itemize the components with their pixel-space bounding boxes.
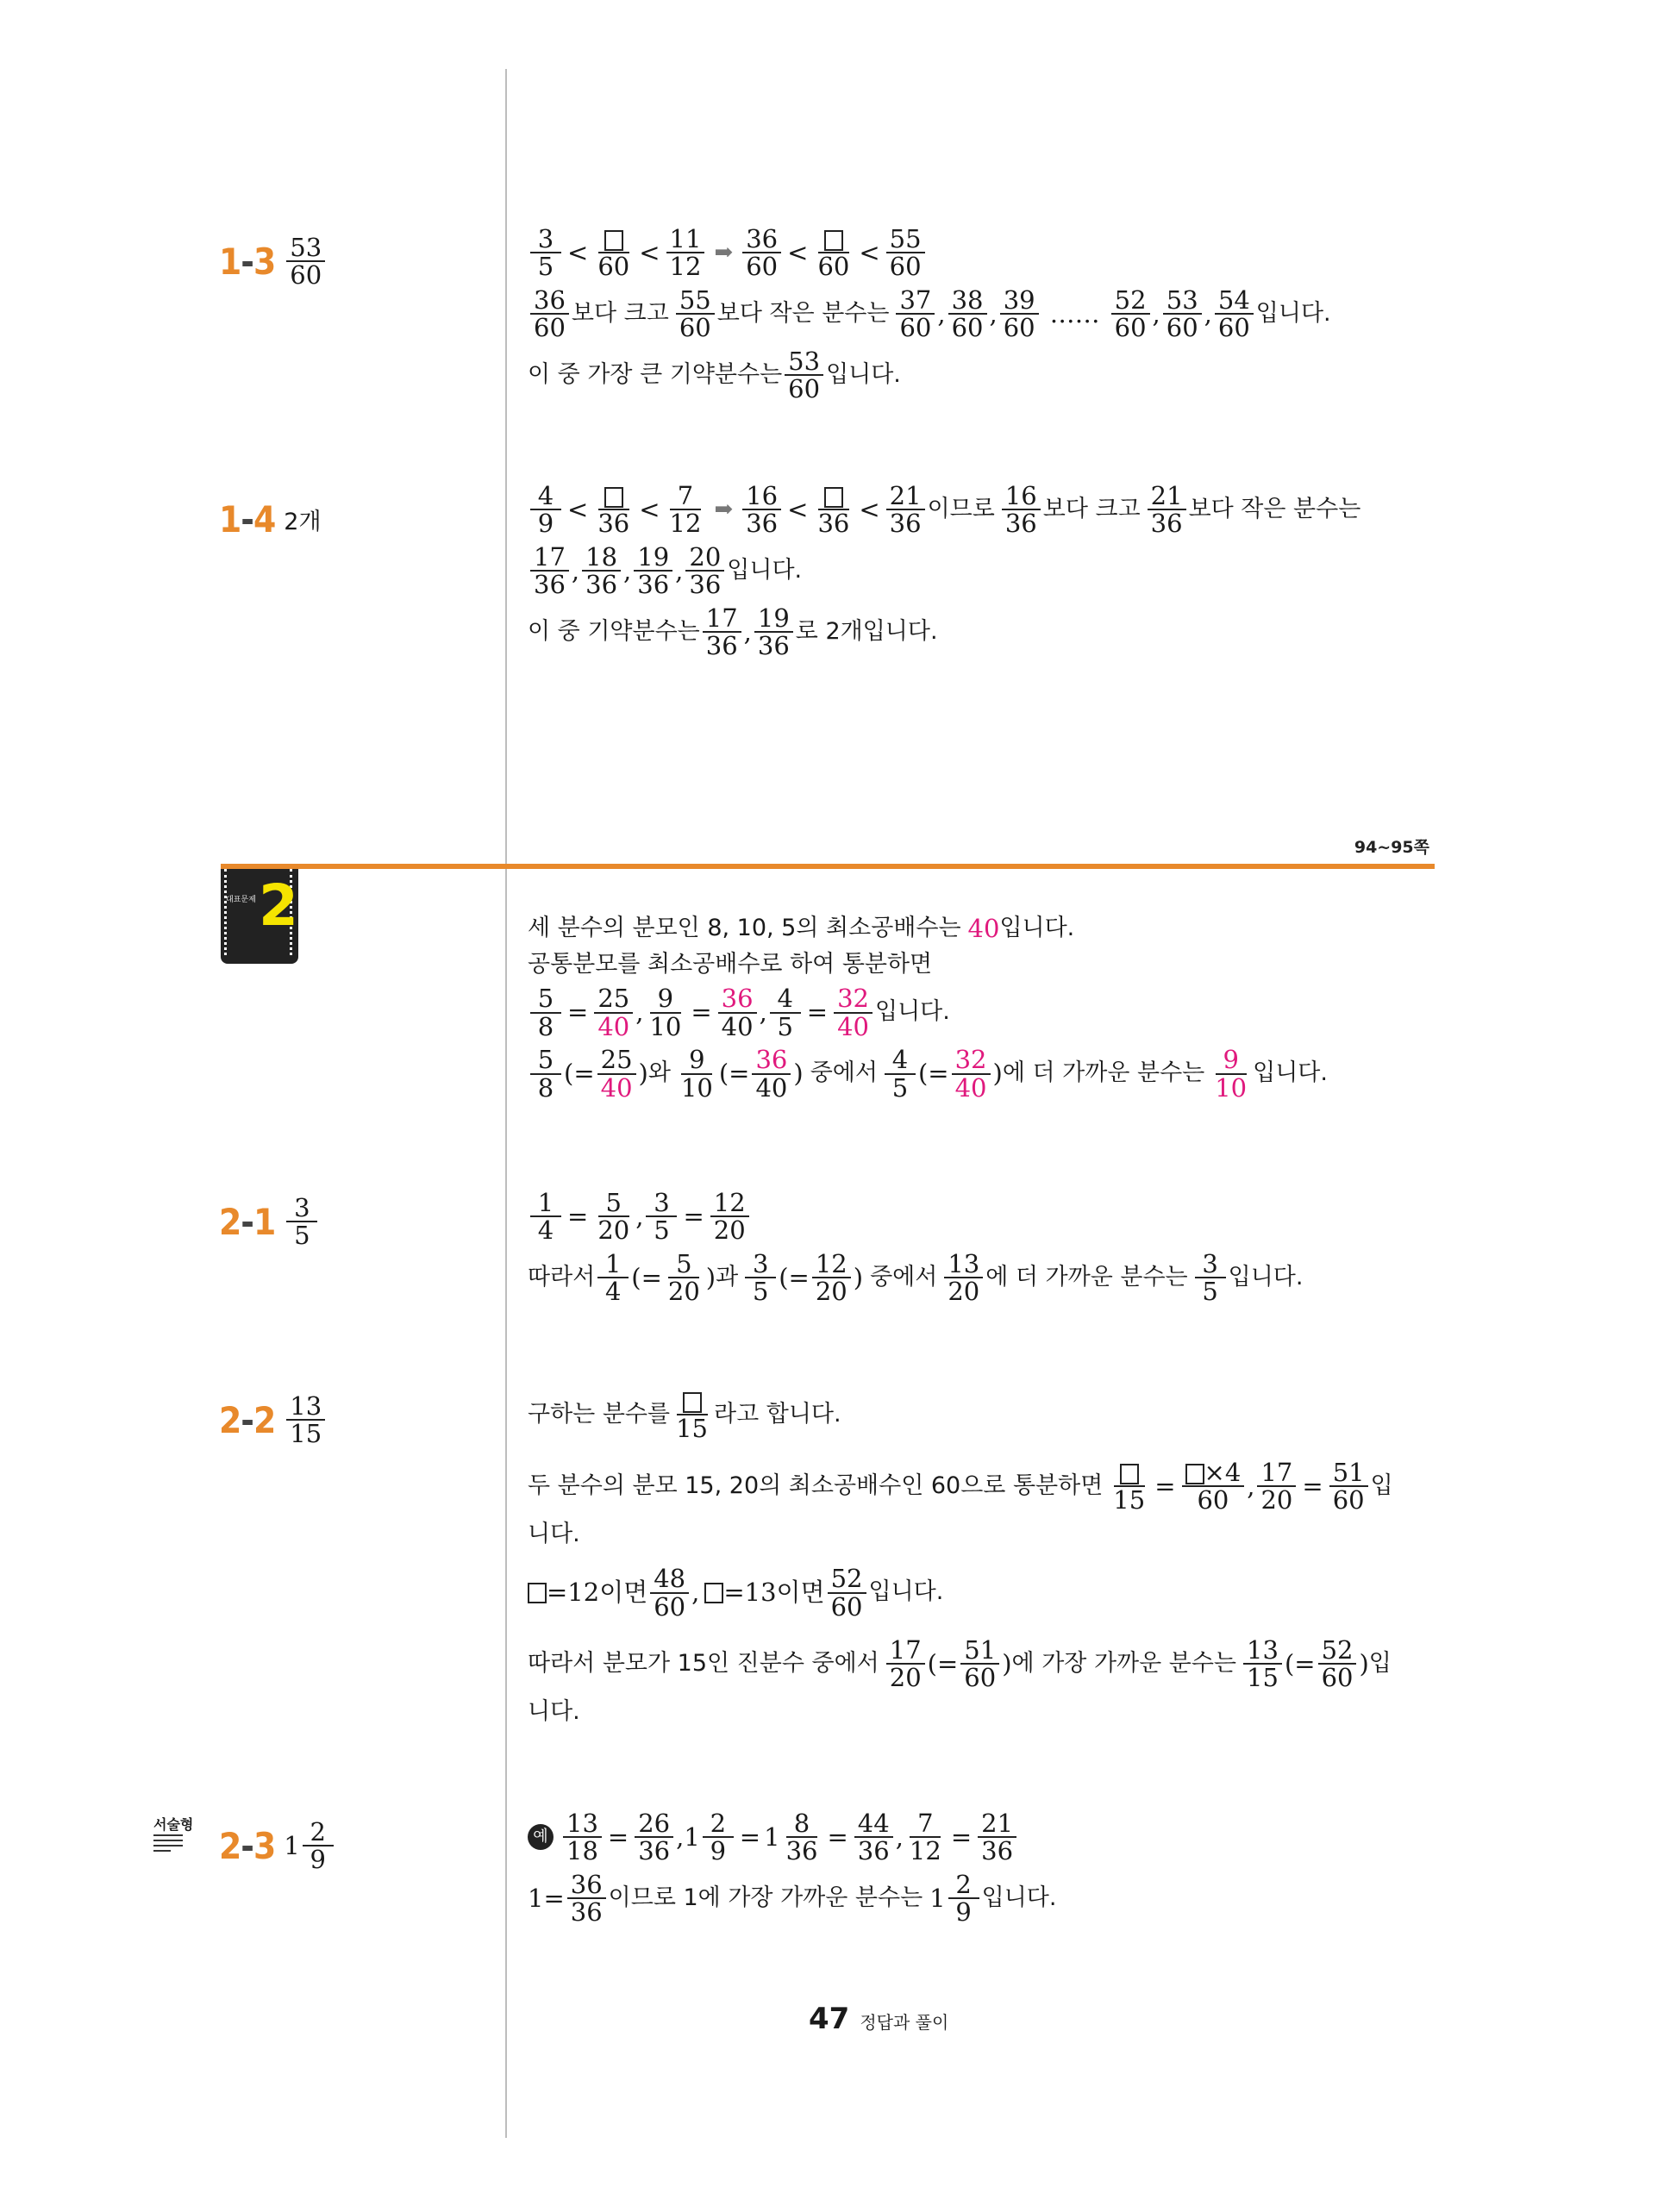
badge-label: 대표문제 — [226, 896, 256, 904]
problem-label-2-2 — [219, 1393, 328, 1447]
footer-title: 정답과 풀이 — [860, 2012, 949, 2033]
fraction-list-row: 17 36 , 18 36 , 19 36 , 20 36 입니다. — [528, 544, 1442, 598]
badge-number: 2 — [259, 872, 298, 939]
conclusion-row: 이 중 기약분수는 17 36 , 19 36 로 2개입니다. — [528, 603, 938, 661]
fraction-list-row: 36 60 보다 크고 55 60 보다 작은 분수는 37 60 , 38 60 , 39 60 …… 52 60 , 53 60 , 54 60 입니다. — [528, 287, 1442, 341]
lcm-row: 세 분수의 분모인 8, 10, 5의 최소공배수는 40 입니다. — [528, 914, 1075, 943]
page-reference: 94~95쪽 — [1354, 838, 1429, 857]
problem-number: 2-3 — [219, 1824, 276, 1867]
descriptive-lines-icon — [153, 1834, 183, 1855]
solution-2-3 — [528, 1810, 1442, 1943]
equivalent-fractions-row: $\frac{5}{8}$ = $\frac{25}{40}$ , $\frac{9}{10}$ = $\frac{36}{40}$ , $\frac{4}{5}$ = $\frac{32}{40}$ 입니다. — [528, 985, 1442, 1040]
descriptive-label: 서술형 — [153, 1816, 194, 1833]
solution-representative-2 — [528, 914, 1442, 1118]
comparison-row: 5 8 (= 25 40 ) 와 9 10 (= 36 40 ) 중에서 4 5 (= 32 40 ) 에 더 가까운 분수는 9 10 입니다. — [528, 1047, 1442, 1101]
equivalent-fractions-row: 예 $\frac{13}{18}$ = $\frac{26}{36}$ , 1 2 9 = 1 8 36 = $\frac{44}{36}$ , $\frac{7}{12}$ = $\frac{21}{36}$ — [528, 1810, 1442, 1865]
answer-text: 2개 — [284, 509, 322, 535]
section-divider — [221, 864, 1435, 869]
problem-label-1-3 — [219, 234, 328, 289]
solution-1-3 — [528, 226, 1442, 420]
problem-number: 2-2 — [219, 1398, 276, 1441]
common-denominator-row: 공통분모를 최소공배수로 하여 통분하면 — [528, 950, 933, 978]
vertical-divider — [505, 69, 507, 2138]
answer-fraction: 53 60 — [286, 234, 325, 289]
problem-number: 2-1 — [219, 1200, 276, 1243]
solution-2-1 — [528, 1190, 1442, 1322]
solution-2-2 — [528, 1388, 1442, 1743]
problem-number: 1-3 — [219, 240, 276, 283]
common-denominator-row: 두 분수의 분모 15, 20의 최소공배수인 60으로 통분하면 15 = $\frac{\times 4}{60}$ , $\frac{17}{20}$ = $\frac{51}{60}$ 입 — [528, 1457, 1393, 1515]
problem-label-1-4 — [219, 498, 322, 541]
cases-row: =12이면 48 60 , =13이면 52 60 입니다. — [528, 1565, 1442, 1620]
example-mark: 예 — [528, 1824, 554, 1850]
arrow-right-icon: ➡ — [714, 496, 734, 522]
representative-problem-badge — [221, 869, 298, 964]
inequality-row: 3 5 < 60 < 11 12 ➡ 36 60 < 60 < 55 60 — [528, 226, 1442, 280]
answer-mixed-number: 1 2 9 — [284, 1819, 335, 1873]
answer-fraction: 3 5 — [286, 1195, 317, 1249]
equivalent-fractions-row: $\frac{1}{4}$ = $\frac{5}{20}$ , $\frac{3}{5}$ = $\frac{12}{20}$ — [528, 1190, 1442, 1244]
problem-number: 1-4 — [219, 498, 276, 541]
arrow-right-icon: ➡ — [714, 239, 734, 266]
conclusion-row: 따라서 분모가 15인 진분수 중에서 17 20 (= 51 60 ) 에 가장 가까운 분수는 13 15 (= 52 60 ) 입 — [528, 1635, 1392, 1693]
problem-label-2-3 — [219, 1819, 336, 1873]
page-number: 47 — [809, 2002, 850, 2036]
inequality-row: 4 9 < 36 < 7 12 ➡ 16 36 < 36 < 21 36 이므로 16 36 보다 크고 21 36 보다 작은 분수는 — [528, 483, 1442, 537]
solution-1-4 — [528, 483, 1442, 677]
conclusion-row: 1= $\frac{36}{36}$ 이므로 1에 가장 가까운 분수는 1 2 9 입니다. — [528, 1869, 1057, 1928]
continuation-row: 니다. — [528, 1520, 580, 1547]
continuation-row: 니다. — [528, 1697, 580, 1725]
comparison-row: 따라서 1 4 (= 5 20 ) 과 3 5 (= 12 20 ) 중에서 13 20 에 더 가까운 분수는 3 5 입니다. — [528, 1248, 1304, 1307]
problem-label-2-1 — [219, 1195, 320, 1249]
answer-fraction: 13 15 — [286, 1393, 325, 1447]
conclusion-row: 이 중 가장 큰 기약분수는 53 60 입니다. — [528, 346, 901, 404]
page-footer — [809, 2002, 948, 2036]
definition-row: 구하는 분수를 15 라고 합니다. — [528, 1388, 1442, 1442]
